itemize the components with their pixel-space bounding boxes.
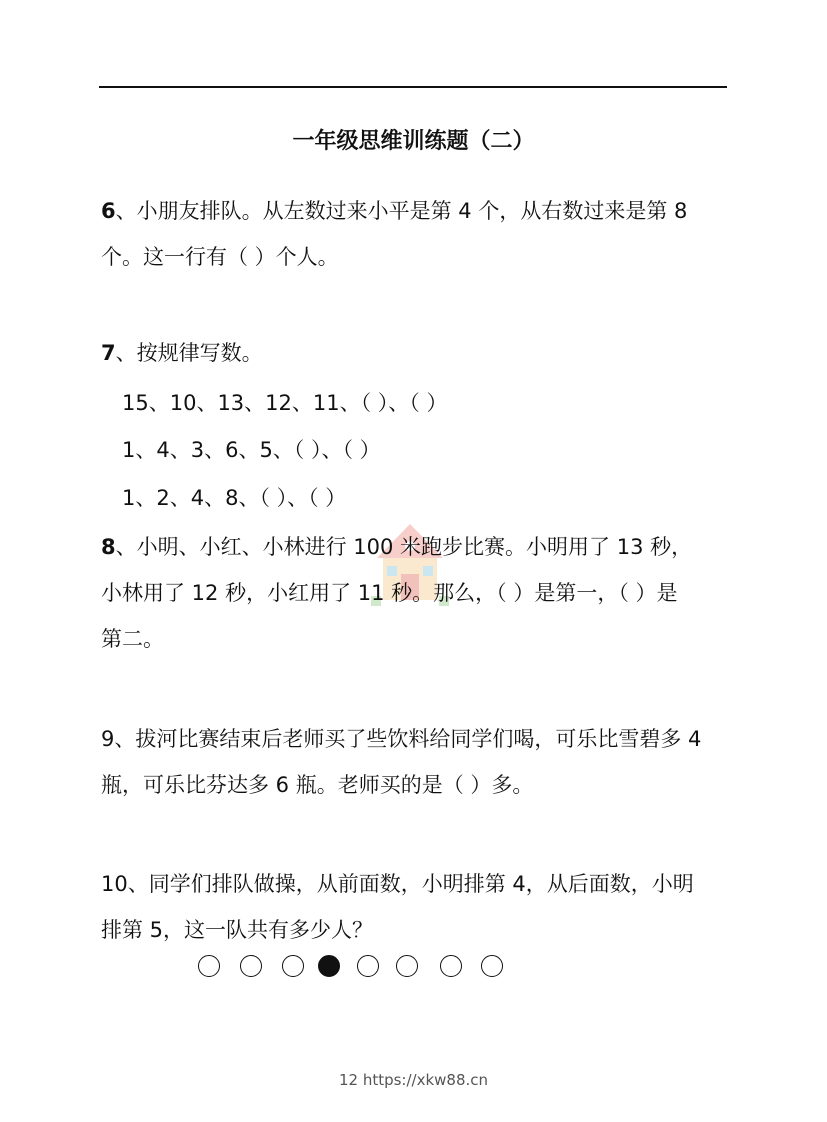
question-7-heading-text: 、按规律写数。 bbox=[115, 341, 263, 365]
question-8 bbox=[101, 524, 741, 662]
question-10-line-1: 10、同学们排队做操，从前面数，小明排第 4，从后面数，小明 bbox=[101, 872, 694, 896]
question-7 bbox=[101, 330, 741, 376]
queue-circle-xiaoming bbox=[318, 955, 340, 977]
sequence-3: 1、2、4、8、（ ）、（ ） bbox=[122, 486, 347, 510]
page-footer: 12 https://xkw88.cn bbox=[338, 1071, 489, 1089]
question-8-number: 8 bbox=[101, 535, 116, 559]
queue-circle bbox=[357, 955, 379, 977]
question-10 bbox=[101, 861, 741, 953]
question-8-line-3: 第二。 bbox=[101, 627, 164, 651]
question-8-text-1: 、小明、小红、小林进行 100 米跑步比赛。小明用了 13 秒， bbox=[115, 535, 693, 559]
page-title: 一年级思维训练题（二） bbox=[292, 129, 535, 154]
question-6-text-1: 、小朋友排队。从左数过来小平是第 4 个，从右数过来是第 8 bbox=[115, 199, 688, 223]
question-9-line-1: 9、拔河比赛结束后老师买了些饮料给同学们喝，可乐比雪碧多 4 bbox=[101, 727, 702, 751]
queue-circle bbox=[240, 955, 262, 977]
question-6-line-1 bbox=[101, 188, 741, 234]
question-8-line-1 bbox=[101, 524, 741, 570]
sequence-2: 1、4、3、6、5、（ ）、（ ） bbox=[122, 438, 381, 462]
queue-circle bbox=[282, 955, 304, 977]
queue-circle bbox=[396, 955, 418, 977]
question-10-line-2: 排第 5，这一队共有多少人？ bbox=[101, 918, 374, 942]
question-6 bbox=[101, 188, 741, 280]
question-9-line-2: 瓶，可乐比芬达多 6 瓶。老师买的是（ ）多。 bbox=[101, 773, 534, 797]
question-9 bbox=[101, 716, 741, 808]
question-7-heading bbox=[101, 330, 741, 376]
question-8-line-2: 小林用了 12 秒，小红用了 11 秒。那么，（ ）是第一，（ ）是 bbox=[101, 581, 678, 605]
question-6-line-2: 个。这一行有（ ）个人。 bbox=[101, 245, 339, 269]
header-rule bbox=[99, 86, 727, 88]
queue-circle bbox=[198, 955, 220, 977]
question-6-number: 6 bbox=[101, 199, 116, 223]
queue-circle bbox=[440, 955, 462, 977]
sequence-1: 15、10、13、12、11、（ ）、（ ） bbox=[122, 391, 448, 415]
question-7-number: 7 bbox=[101, 341, 116, 365]
queue-circle bbox=[481, 955, 503, 977]
